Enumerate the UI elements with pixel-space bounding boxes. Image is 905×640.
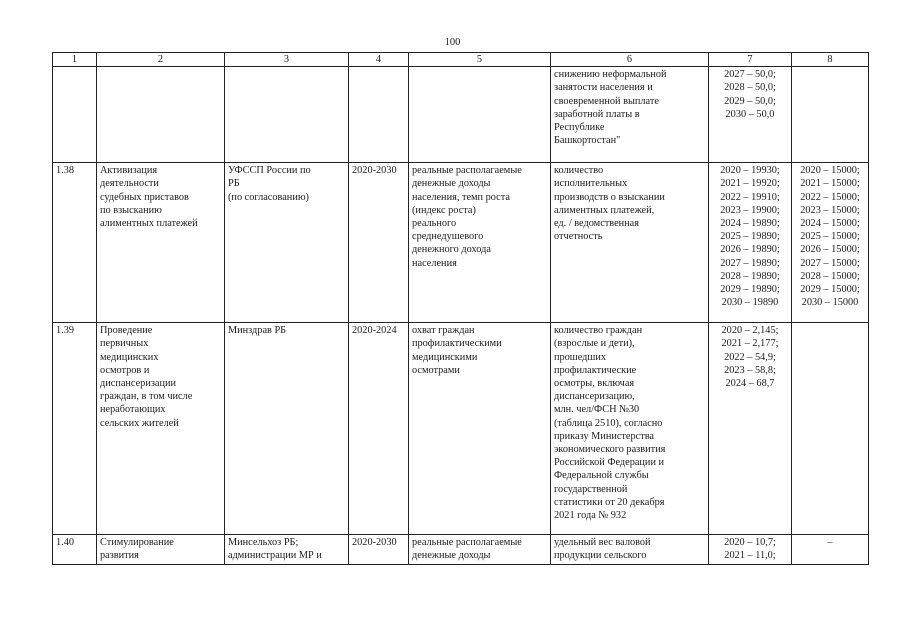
measure-name-line: Проведение bbox=[100, 325, 153, 337]
values-column-8-cell bbox=[792, 323, 869, 535]
values-column-7-cell bbox=[709, 323, 792, 535]
measure-name-line: Стимулирование bbox=[100, 537, 174, 549]
row-number-cell bbox=[53, 323, 97, 535]
target-indicator-line: 2021 года № 932 bbox=[554, 510, 627, 522]
page-number: 100 bbox=[444, 37, 461, 48]
target-indicator-line: производств о взыскании bbox=[554, 191, 665, 203]
values-column-7-line: 2027 – 19890; bbox=[720, 257, 780, 269]
indicator-line: профилактическими bbox=[412, 338, 502, 350]
values-column-7-line: 2024 – 19890; bbox=[720, 218, 780, 230]
values-column-7-line: 2022 – 19910; bbox=[720, 191, 780, 203]
period-cell bbox=[349, 67, 409, 163]
target-indicator-line: (взрослые и дети), bbox=[554, 338, 635, 350]
indicator-line: реальные располагаемые bbox=[412, 537, 522, 549]
values-column-8-line: 2026 – 15000; bbox=[800, 244, 860, 256]
executor-line: Минздрав РБ bbox=[228, 325, 287, 337]
measures-table bbox=[52, 52, 869, 565]
target-indicator-line: диспансеризацию, bbox=[554, 391, 635, 403]
indicator-line: (индекс роста) bbox=[412, 204, 476, 216]
target-indicator-line: исполнительных bbox=[554, 178, 628, 190]
values-column-7-line: 2021 – 19920; bbox=[720, 178, 780, 190]
column-number-2: 2 bbox=[97, 53, 225, 67]
values-column-8-line: 2030 – 15000 bbox=[801, 297, 859, 309]
values-column-7-line: 2030 – 19890 bbox=[721, 297, 779, 309]
target-indicator-line: количество граждан bbox=[554, 325, 643, 337]
target-indicator-line: количество bbox=[554, 165, 604, 177]
target-indicator-cell bbox=[551, 323, 709, 535]
values-column-7-line: 2023 – 19900; bbox=[720, 204, 780, 216]
row-number-cell bbox=[53, 67, 97, 163]
target-indicator-line: продукции сельского bbox=[554, 550, 647, 562]
target-indicator-cell bbox=[551, 163, 709, 323]
measure-name-line: развития bbox=[100, 550, 139, 562]
executor-line: администрации МР и bbox=[228, 550, 322, 562]
indicator-cell bbox=[409, 67, 551, 163]
target-indicator-line: осмотры, включая bbox=[554, 378, 635, 390]
target-indicator-cell bbox=[551, 67, 709, 163]
indicator-cell bbox=[409, 535, 551, 565]
values-column-7-line: 2028 – 50,0; bbox=[724, 82, 776, 94]
column-number-7: 7 bbox=[709, 53, 792, 67]
indicator-line: среднедушевого bbox=[412, 231, 484, 243]
values-column-7-line: 2020 – 19930; bbox=[720, 165, 780, 177]
measure-name-cell bbox=[97, 323, 225, 535]
indicator-line: реальные располагаемые bbox=[412, 165, 522, 177]
values-column-8-line: 2028 – 15000; bbox=[800, 270, 860, 282]
values-column-7-line: 2024 – 68,7 bbox=[725, 378, 775, 390]
target-indicator-line: статистики от 20 декабря bbox=[554, 496, 665, 508]
indicator-line: денежного дохода bbox=[412, 244, 491, 256]
values-column-7-line: 2030 – 50,0 bbox=[725, 108, 775, 120]
measure-name-line: судебных приставов bbox=[100, 191, 189, 203]
indicator-cell bbox=[409, 323, 551, 535]
measure-name-cell bbox=[97, 67, 225, 163]
target-indicator-cell bbox=[551, 535, 709, 565]
measure-name-cell bbox=[97, 535, 225, 565]
values-column-7-cell bbox=[709, 67, 792, 163]
executor-line: УФССП России по bbox=[228, 165, 311, 177]
measure-name-line: осмотров и bbox=[100, 364, 150, 376]
period-cell bbox=[349, 163, 409, 323]
measure-name-line: медицинских bbox=[100, 351, 159, 363]
row-number: 1.40 bbox=[56, 537, 75, 549]
target-indicator-line: государственной bbox=[554, 483, 628, 495]
target-indicator-line: Башкортостан" bbox=[554, 135, 621, 147]
target-indicator-line: прошедших bbox=[554, 351, 606, 363]
executor-cell bbox=[225, 67, 349, 163]
column-number-5: 5 bbox=[409, 53, 551, 67]
measure-name-line: алиментных платежей bbox=[100, 218, 198, 230]
executor-line: Минсельхоз РБ; bbox=[228, 537, 299, 549]
period-cell bbox=[349, 535, 409, 565]
target-indicator-line: занятости населения и bbox=[554, 82, 653, 94]
target-indicator-line: ед. / ведомственная bbox=[554, 218, 639, 230]
indicator-line: охват граждан bbox=[412, 325, 475, 337]
executor-line: РБ bbox=[228, 178, 240, 190]
indicator-line: осмотрами bbox=[412, 364, 460, 376]
indicator-line: медицинскими bbox=[412, 351, 478, 363]
measure-name-line: граждан, в том числе bbox=[100, 391, 193, 403]
target-indicator-line: приказу Министерства bbox=[554, 430, 655, 442]
values-column-7-line: 2025 – 19890; bbox=[720, 231, 780, 243]
target-indicator-line: удельный вес валовой bbox=[554, 537, 651, 549]
target-indicator-line: млн. чел/ФСН №30 bbox=[554, 404, 640, 416]
values-column-8-line: 2025 – 15000; bbox=[800, 231, 860, 243]
target-indicator-line: Федеральной службы bbox=[554, 470, 649, 482]
target-indicator-line: заработной платы в bbox=[554, 108, 640, 120]
column-number-row bbox=[53, 53, 869, 67]
values-column-8-line: 2029 – 15000; bbox=[800, 284, 860, 296]
values-column-7-line: 2023 – 58,8; bbox=[724, 364, 776, 376]
measure-name-line: сельских жителей bbox=[100, 417, 179, 429]
values-column-7-cell bbox=[709, 163, 792, 323]
target-indicator-line: экономического развития bbox=[554, 444, 666, 456]
values-column-8-line: 2023 – 15000; bbox=[800, 204, 860, 216]
values-column-7-line: 2026 – 19890; bbox=[720, 244, 780, 256]
values-column-7-line: 2028 – 19890; bbox=[720, 270, 780, 282]
measure-name-line: диспансеризации bbox=[100, 378, 177, 390]
indicator-line: населения bbox=[412, 257, 457, 269]
executor-cell bbox=[225, 323, 349, 535]
period: 2020-2030 bbox=[352, 165, 397, 177]
table-row bbox=[53, 67, 869, 163]
measure-name-line: деятельности bbox=[100, 178, 159, 190]
values-column-7-line: 2029 – 50,0; bbox=[724, 95, 776, 107]
row-number: 1.39 bbox=[56, 325, 75, 337]
measure-name-line: первичных bbox=[100, 338, 149, 350]
target-indicator-line: Российской Федерации и bbox=[554, 457, 665, 469]
indicator-line: реального bbox=[412, 218, 457, 230]
target-indicator-line: Республике bbox=[554, 122, 605, 134]
table-row bbox=[53, 535, 869, 565]
values-column-7-line: 2027 – 50,0; bbox=[724, 69, 776, 81]
executor-cell bbox=[225, 535, 349, 565]
values-column-8-cell bbox=[792, 535, 869, 565]
target-indicator-line: отчетность bbox=[554, 231, 603, 243]
column-number-1: 1 bbox=[53, 53, 97, 67]
measure-name-line: Активизация bbox=[100, 165, 158, 177]
values-column-8-line: 2021 – 15000; bbox=[800, 178, 860, 190]
column-number-6: 6 bbox=[551, 53, 709, 67]
column-number-4: 4 bbox=[349, 53, 409, 67]
period: 2020-2030 bbox=[352, 537, 397, 549]
values-column-8-line: 2022 – 15000; bbox=[800, 191, 860, 203]
row-number-cell bbox=[53, 535, 97, 565]
executor-line: (по согласованию) bbox=[228, 191, 309, 203]
values-column-7-line: 2020 – 10,7; bbox=[724, 537, 776, 549]
measure-name-line: по взысканию bbox=[100, 204, 162, 216]
indicator-line: денежные доходы bbox=[412, 178, 491, 190]
executor-cell bbox=[225, 163, 349, 323]
target-indicator-line: (таблица 2510), согласно bbox=[554, 417, 663, 429]
values-column-8-line: 2024 – 15000; bbox=[800, 218, 860, 230]
column-number-3: 3 bbox=[225, 53, 349, 67]
row-number-cell bbox=[53, 163, 97, 323]
column-number-8: 8 bbox=[792, 53, 869, 67]
values-column-8-cell bbox=[792, 67, 869, 163]
target-indicator-line: алиментных платежей, bbox=[554, 204, 655, 216]
table-row bbox=[53, 163, 869, 323]
period: 2020-2024 bbox=[352, 325, 397, 337]
values-column-7-line: 2029 – 19890; bbox=[720, 284, 780, 296]
row-number: 1.38 bbox=[56, 165, 75, 177]
values-column-7-line: 2020 – 2,145; bbox=[721, 325, 779, 337]
values-column-7-cell bbox=[709, 535, 792, 565]
target-indicator-line: своевременной выплате bbox=[554, 95, 659, 107]
indicator-line: населения, темп роста bbox=[412, 191, 510, 203]
target-indicator-line: снижению неформальной bbox=[554, 69, 667, 81]
values-column-7-line: 2022 – 54,9; bbox=[724, 351, 776, 363]
table-row bbox=[53, 323, 869, 535]
measure-name-line: неработающих bbox=[100, 404, 166, 416]
values-column-8-line: 2020 – 15000; bbox=[800, 165, 860, 177]
values-column-8-line: 2027 – 15000; bbox=[800, 257, 860, 269]
period-cell bbox=[349, 323, 409, 535]
values-column-7-line: 2021 – 2,177; bbox=[721, 338, 779, 350]
target-indicator-line: профилактические bbox=[554, 364, 637, 376]
values-column-8-cell bbox=[792, 163, 869, 323]
values-column-7-line: 2021 – 11,0; bbox=[724, 550, 776, 562]
indicator-line: денежные доходы bbox=[412, 550, 491, 562]
values-column-8-line: – bbox=[827, 537, 833, 549]
indicator-cell bbox=[409, 163, 551, 323]
measure-name-cell bbox=[97, 163, 225, 323]
